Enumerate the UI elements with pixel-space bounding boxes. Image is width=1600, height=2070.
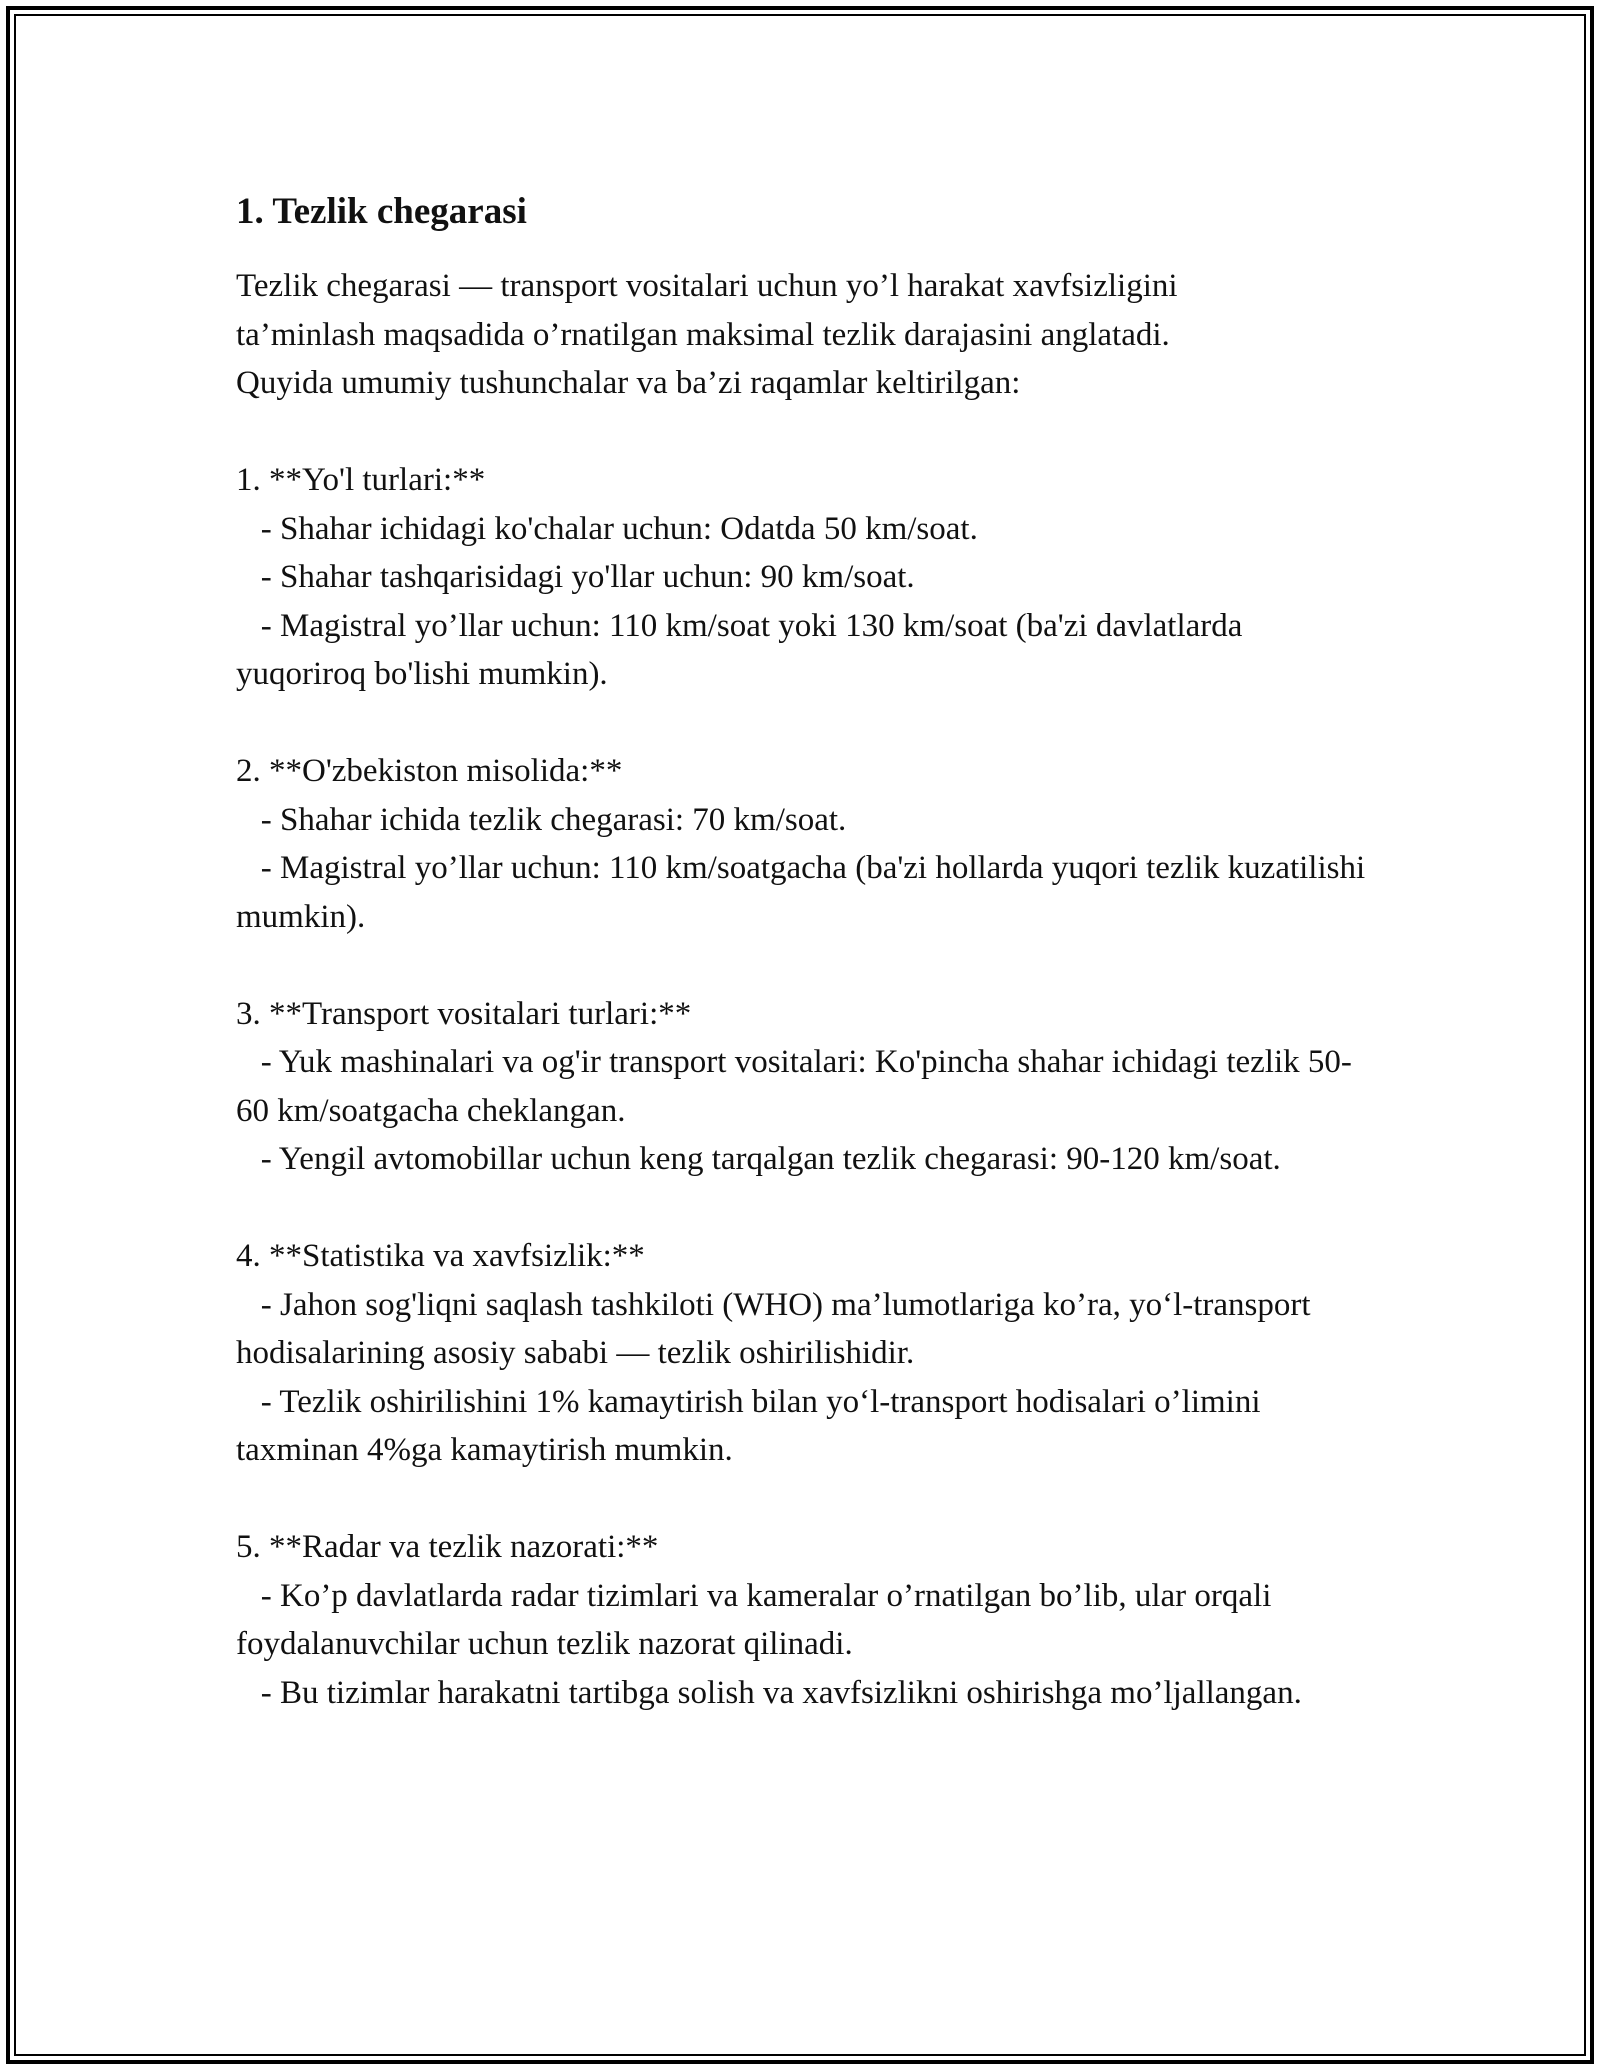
document-heading: 1. Tezlik chegarasi — [236, 191, 527, 232]
list-item: - Jahon sog'liqni saqlash tashkiloti (WHO) ma’lumotlariga ko’ra, yo‘l-transport hodisalarining asosiy sababi — tezlik oshirilishidir. — [236, 1286, 1319, 1371]
intro-paragraph: Tezlik chegarasi — transport vositalari uchun yo’l harakat xavfsizligini ta’minlash maqsadida o’rnatilgan maksimal tezlik darajasini anglatadi. Quyida umumiy tushunchalar va ba’zi raqamlar keltirilgan: — [236, 268, 1178, 401]
list-item: - Shahar ichida tezlik chegarasi: 70 km/soat. — [236, 801, 847, 838]
section-title: 1. **Yo'l turlari:** — [236, 462, 486, 498]
list-item: - Magistral yo’llar uchun: 110 km/soat yoki 130 km/soat (ba'zi davlatlarda yuqoriroq bo'lishi mumkin). — [236, 607, 1251, 692]
section-title: 3. **Transport vositalari turlari:** — [236, 995, 692, 1032]
list-item: - Yuk mashinalari va og'ir transport vositalari: Ko'pincha shahar ichidagi tezlik 50-60 km/soatgacha cheklangan. — [236, 1044, 1352, 1129]
list-item: - Bu tizimlar harakatni tartibga solish va xavfsizlikni oshirishga mo’ljallangan. — [236, 1674, 1302, 1711]
section-title: 2. **O'zbekiston misolida:** — [236, 753, 623, 789]
list-item: - Magistral yo’llar uchun: 110 km/soatgacha (ba'zi hollarda yuqori tezlik kuzatilishi mumkin). — [236, 850, 1374, 935]
list-item: - Ko’p davlatlarda radar tizimlari va kameralar o’rnatilgan bo’lib, ular orqali foydalanuvchilar uchun tezlik nazorat qilinadi. — [236, 1577, 1280, 1662]
section-statistics — [236, 1232, 1376, 1475]
section-vehicle-types — [236, 990, 1376, 1184]
list-item: - Yengil avtomobillar uchun keng tarqalgan tezlik chegarasi: 90-120 km/soat. — [236, 1141, 1281, 1177]
section-uzbekistan — [236, 747, 1376, 941]
list-item: - Shahar tashqarisidagi yo'llar uchun: 90 km/soat. — [236, 559, 915, 595]
section-title: 4. **Statistika va xavfsizlik:** — [236, 1238, 645, 1274]
section-road-types — [236, 456, 1376, 699]
section-title: 5. **Radar va tezlik nazorati:** — [236, 1529, 659, 1565]
section-radar — [236, 1523, 1376, 1717]
document-body — [236, 186, 1376, 1717]
list-item: - Tezlik oshirilishini 1% kamaytirish bilan yo‘l-transport hodisalari o’limini taxminan 4%ga kamaytirish mumkin. — [236, 1383, 1269, 1468]
list-item: - Shahar ichidagi ko'chalar uchun: Odatda 50 km/soat. — [236, 510, 978, 547]
